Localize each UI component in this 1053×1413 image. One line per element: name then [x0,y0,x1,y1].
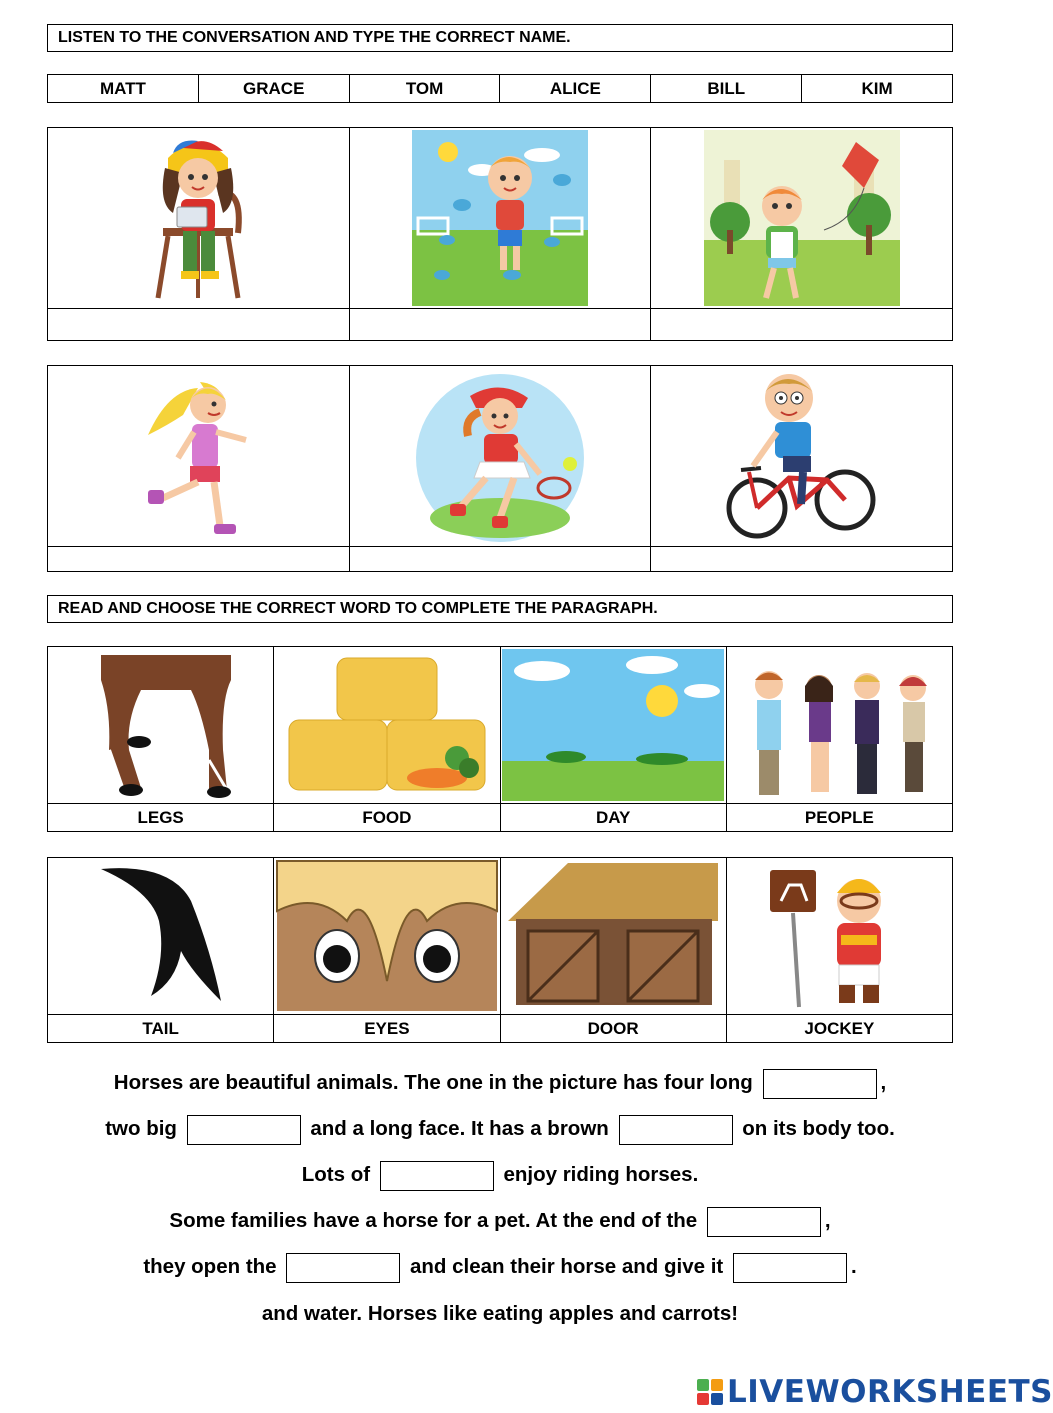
answer-cell-6[interactable] [651,547,953,572]
liveworksheets-logo-text: LIVEWORKSHEETS [727,1374,1053,1410]
word-picture-cell-legs [48,647,274,804]
paragraph-line-3 [0,1158,1000,1192]
picture-cell-4 [48,366,350,547]
liveworksheets-logo-icon [697,1379,723,1405]
paragraph-text: Lots of [301,1163,371,1186]
answer-input-5[interactable] [354,547,647,571]
paragraph-text: and a long face. It has a brown [310,1117,609,1140]
blank-input-2[interactable] [188,1120,304,1150]
word-eyes: EYES [274,1015,500,1043]
people-picture [739,650,939,800]
name-grace: GRACE [198,75,349,102]
paragraph-text: two big [105,1117,177,1140]
blank-3[interactable] [619,1115,733,1145]
blank-input-6[interactable] [287,1258,403,1288]
read-heading: READ AND CHOOSE THE CORRECT WORD TO COMPLETE THE PARAGRAPH. [47,595,953,623]
paragraph-text: , [824,1209,831,1232]
girl-playing-tennis-picture [410,368,590,544]
boy-with-birds-picture [412,130,588,306]
paragraph-text: enjoy riding horses. [503,1163,699,1186]
blank-input-3[interactable] [620,1120,736,1150]
liveworksheets-logo [697,1374,1053,1410]
blank-5[interactable] [707,1207,821,1237]
paragraph-line-1 [0,1066,1000,1100]
blank-7[interactable] [733,1253,847,1283]
word-picture-cell-food [274,647,500,804]
answer-cell-1[interactable] [48,309,350,341]
word-day: DAY [500,804,726,832]
paragraph-text: Horses are beautiful animals. The one in the picture has four long [113,1071,753,1094]
blank-4[interactable] [380,1161,494,1191]
word-legs: LEGS [48,804,274,832]
word-table-1 [47,646,953,832]
picture-cell-3 [651,128,953,309]
blank-input-1[interactable] [764,1074,880,1104]
paragraph-text: they open the [143,1255,277,1278]
blank-input-7[interactable] [734,1258,850,1288]
pictures-table-2 [47,365,953,572]
word-food: FOOD [274,804,500,832]
horse-tail-picture [81,861,241,1011]
name-kim: KIM [801,75,952,102]
name-bill: BILL [650,75,801,102]
word-tail: TAIL [48,1015,274,1043]
girl-running-picture [128,370,268,542]
picture-cell-5 [349,366,651,547]
paragraph-text: and water. Horses like eating apples and carrots! [261,1302,739,1325]
name-tom: TOM [349,75,500,102]
jockey-picture [759,861,919,1011]
paragraph-line-6 [0,1297,1000,1331]
paragraph-text: and clean their horse and give it [409,1255,724,1278]
barn-door-picture [508,861,718,1011]
paragraph-line-4 [0,1204,1000,1238]
picture-cell-1 [48,128,350,309]
blank-1[interactable] [763,1069,877,1099]
paragraph-line-2 [0,1112,1000,1146]
paragraph-text: Some families have a horse for a pet. At the end of the [169,1209,698,1232]
word-jockey: JOCKEY [726,1015,952,1043]
paragraph-text: , [880,1071,887,1094]
answer-cell-4[interactable] [48,547,350,572]
word-picture-cell-people [726,647,952,804]
word-picture-cell-eyes [274,858,500,1015]
word-picture-cell-tail [48,858,274,1015]
paragraph-line-5 [0,1250,1000,1284]
sunny-day-picture [502,649,724,801]
paragraph-text: . [850,1255,857,1278]
answer-input-2[interactable] [354,313,647,337]
answer-cell-5[interactable] [349,547,651,572]
blank-6[interactable] [286,1253,400,1283]
paragraph-text: on its body too. [742,1117,895,1140]
names-bar [47,74,953,103]
blank-input-5[interactable] [708,1212,824,1242]
word-picture-cell-door [500,858,726,1015]
name-alice: ALICE [499,75,650,102]
answer-input-6[interactable] [655,547,948,571]
picture-cell-2 [349,128,651,309]
horse-legs-picture [81,650,241,800]
answer-cell-2[interactable] [349,309,651,341]
blank-2[interactable] [187,1115,301,1145]
word-door: DOOR [500,1015,726,1043]
pictures-table-1 [47,127,953,341]
word-picture-cell-day [500,647,726,804]
answer-input-1[interactable] [52,313,345,337]
horse-eyes-picture [277,861,497,1011]
answer-cell-3[interactable] [651,309,953,341]
hay-food-picture [287,650,487,800]
boy-riding-bike-picture [727,368,877,544]
boy-flying-kite-picture [704,130,900,306]
word-picture-cell-jockey [726,858,952,1015]
girl-with-tablet-picture [143,133,253,303]
name-matt: MATT [99,79,146,98]
word-people: PEOPLE [726,804,952,832]
picture-cell-6 [651,366,953,547]
word-table-2 [47,857,953,1043]
answer-input-3[interactable] [655,313,948,337]
answer-input-4[interactable] [52,547,345,571]
blank-input-4[interactable] [381,1166,497,1196]
listen-heading: LISTEN TO THE CONVERSATION AND TYPE THE CORRECT NAME. [47,24,953,52]
